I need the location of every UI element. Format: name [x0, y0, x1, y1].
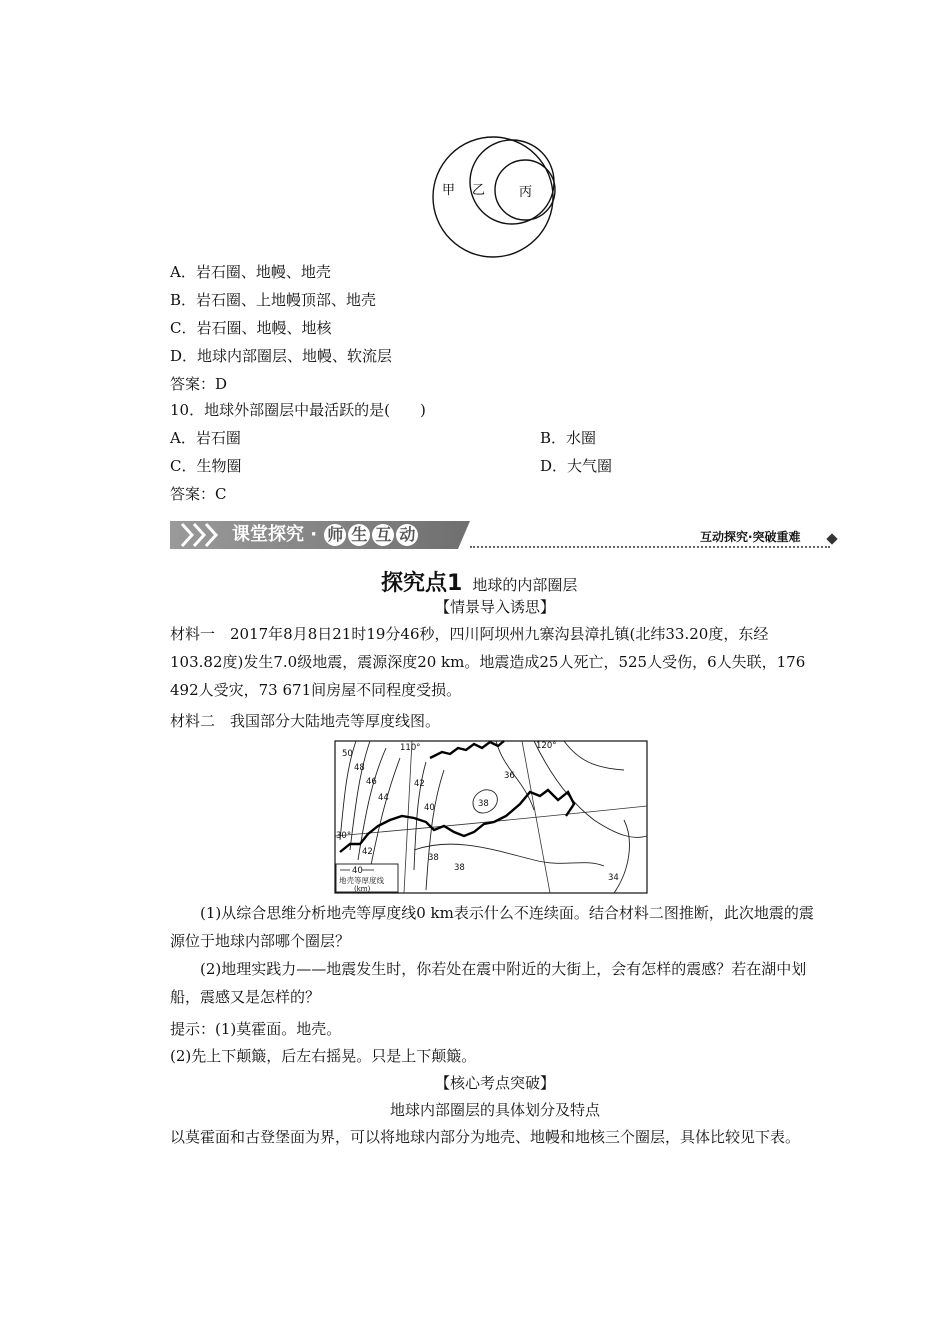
q10-stem: 10．地球外部圈层中最活跃的是( )	[170, 401, 426, 419]
legend-label: 地壳等厚度线	[339, 876, 384, 885]
label-bing: 丙	[519, 185, 533, 200]
q10-answer: 答案：C	[170, 485, 227, 503]
section-heading-topic: 地球的内部圈层	[472, 576, 578, 594]
core-heading: 【核心考点突破】	[434, 1074, 555, 1092]
material-one-text: 材料一 2017年8月8日21时19分46秒，四川阿坝州九寨沟县漳扎镇(北纬33.20度，东经103.82度)发生7.0级地震，震源深度20 km。地震造成25人死亡，525人受伤，6人失联，176 492人受灾，73 671间房屋不同程度受损。	[170, 625, 806, 699]
banner-dot: ·	[310, 524, 318, 545]
banner-bubble-1: 师	[324, 524, 346, 546]
iso-label-48: 48	[354, 763, 365, 773]
iso-label-44: 44	[378, 793, 389, 803]
iso-label-46: 46	[366, 777, 377, 787]
iso-label-36: 36	[504, 771, 515, 781]
core-title: 地球内部圈层的具体划分及特点	[389, 1101, 600, 1119]
chevron-right-icon	[176, 521, 226, 549]
intro-heading: 【情景导入诱思】	[434, 598, 555, 616]
question-two: (2)地理实践力——地震发生时，你若处在震中附近的大街上，会有怎样的震感？若在湖中划船，震感又是怎样的？	[170, 960, 807, 1006]
banner-bubble-3: 互	[372, 524, 394, 546]
q9-option-a: A．岩石圈、地幔、地壳	[170, 263, 331, 281]
iso-label-42: 42	[414, 779, 425, 789]
q9-answer: 答案：D	[170, 375, 228, 393]
hint-two: (2)先上下颠簸，后左右摇晃。只是上下颠簸。	[170, 1047, 477, 1065]
lat-label-30: 30°	[336, 831, 352, 841]
iso-label-40: 40	[424, 803, 435, 813]
lon-label-110: 110°	[400, 743, 421, 753]
banner-title	[232, 523, 419, 547]
core-text: 以莫霍面和古登堡面为界，可以将地球内部分为地壳、地幔和地核三个圈层，具体比较见下表。	[170, 1128, 801, 1146]
lon-label-120: 120°	[536, 741, 557, 751]
iso-label-50: 50	[342, 749, 353, 759]
q9-option-d: D．地球内部圈层、地幔、软流层	[170, 347, 393, 365]
material-one	[170, 620, 820, 704]
legend-unit: (km)	[354, 885, 371, 893]
banner-title-pre: 课堂探究	[232, 524, 304, 545]
circle-yi	[470, 140, 554, 224]
label-jia: 甲	[442, 183, 456, 198]
question-one: (1)从综合思维分析地壳等厚度线0 km表示什么不连续面。结合材料二图推断，此次地震的震源位于地球内部哪个圈层？	[170, 904, 814, 950]
legend-value: 40	[352, 866, 363, 876]
label-yi: 乙	[472, 183, 486, 198]
sphere-layer-diagram	[428, 132, 564, 262]
iso-label-42-west: 42	[362, 847, 373, 857]
iso-label-34: 34	[608, 873, 619, 883]
banner-dotted-rule	[470, 546, 830, 548]
iso-label-38-south: 38	[428, 853, 439, 863]
iso-label-38-extra: 38	[454, 863, 465, 873]
crust-thickness-map	[334, 740, 650, 896]
q10-option-b: B．水圈	[540, 429, 597, 447]
q10-option-a: A．岩石圈	[170, 429, 241, 447]
banner-bubble-2: 生	[348, 524, 370, 546]
diamond-icon	[826, 533, 837, 544]
material-two: 材料二 我国部分大陆地壳等厚度线图。	[170, 712, 441, 730]
banner-right-label: 互动探究·突破重难	[700, 530, 801, 544]
section-heading	[381, 566, 577, 597]
banner-bubble-4: 动	[396, 524, 418, 546]
hint-one: 提示：(1)莫霍面。地壳。	[170, 1020, 342, 1038]
q10-option-c: C．生物圈	[170, 457, 242, 475]
q10-option-d: D．大气圈	[540, 457, 613, 475]
section-heading-number: 探究点1	[381, 571, 463, 596]
iso-label-38-ring: 38	[478, 799, 489, 809]
q9-option-b: B．岩石圈、上地幔顶部、地壳	[170, 291, 377, 309]
q9-option-c: C．岩石圈、地幔、地核	[170, 319, 332, 337]
